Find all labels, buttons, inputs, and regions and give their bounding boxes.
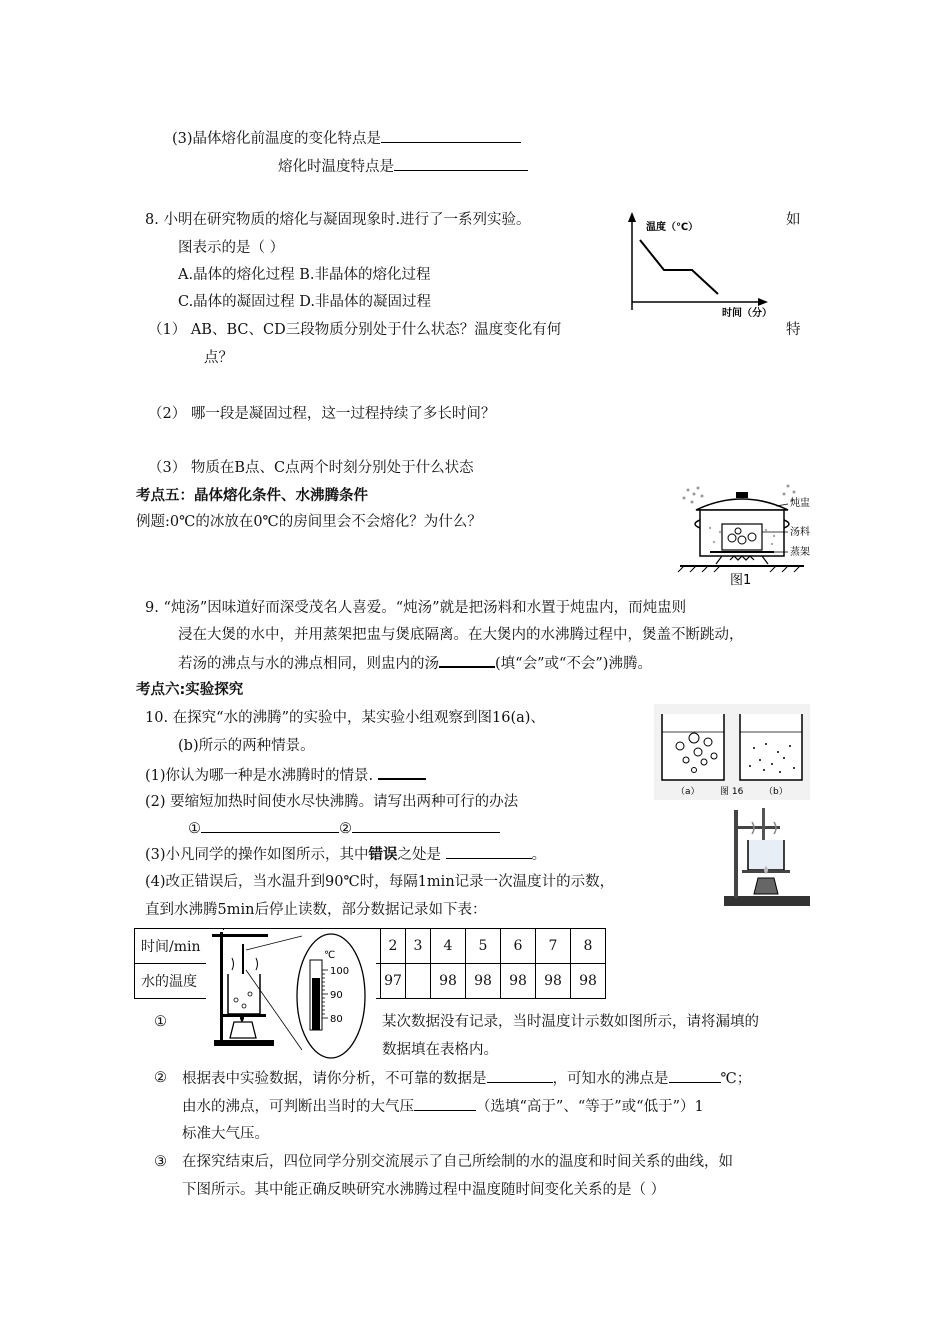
q8-te: 特 <box>786 322 801 338</box>
caption-b: （b） <box>764 787 788 797</box>
table-cell-time: 4 <box>431 929 466 964</box>
caption-fig16: 图 16 <box>720 787 744 797</box>
q10-line2: (b)所示的两种情景。 <box>178 738 315 754</box>
stew-pot-figure <box>676 480 826 590</box>
answer-blank[interactable] <box>381 128 521 143</box>
answer-blank[interactable] <box>439 652 495 668</box>
q8-options-ab: A.晶体的熔化过程 B.非晶体的熔化过程 <box>178 267 431 283</box>
a2-line3: 标准大气压。 <box>182 1126 269 1142</box>
answer-blank[interactable] <box>446 844 532 859</box>
q10-sub1: (1)你认为哪一种是水沸腾时的情景. <box>145 764 426 786</box>
q7-line3b: 熔化时温度特点是 <box>278 156 528 177</box>
table-head-time: 时间/min <box>135 929 224 964</box>
a2-line1: 根据表中实验数据，请你分析，不可靠的数据是 ，可知水的沸点是 ℃； <box>182 1068 751 1089</box>
q7-line3: (3)晶体熔化前温度的变化特点是 <box>172 128 521 149</box>
a3-line1: 在探究结束后，四位同学分别交流展示了自己所绘制的水的温度和时间关系的曲线，如 <box>182 1154 733 1170</box>
q10-sub2: (2) 要缩短加热时间使水尽快沸腾。请写出两种可行的办法 <box>145 794 519 810</box>
table-cell-temp: 97 <box>381 964 406 999</box>
table-head-temp: 水的温度 <box>135 964 224 999</box>
table-cell-time: 6 <box>501 929 536 964</box>
a2-line2: 由水的沸点，可判断出当时的大气压 （选填“高于”、“等于”或“低于”）1 <box>182 1096 704 1117</box>
graph-y-label: 温度（℃） <box>646 222 699 233</box>
label-soup: 汤料 <box>790 527 810 538</box>
q10-sub3: (3)小凡同学的操作如图所示，其中错误之处是 。 <box>145 844 546 865</box>
q8-sub2: （2） 哪一段是凝固过程，这一过程持续了多长时间？ <box>148 406 496 422</box>
q9-line3: 若汤的沸点与水的沸点相同，则盅内的汤 (填“会”或“不会”)沸腾。 <box>178 652 652 674</box>
table-cell-temp: 98 <box>571 964 606 999</box>
caption-a: （a） <box>676 787 700 797</box>
thermo-tick-100: 100 <box>330 966 350 977</box>
table-cell-temp: 98 <box>431 964 466 999</box>
q8-sub3: （3） 物质在B点、C点两个时刻分别处于什么状态 <box>148 460 474 476</box>
table-cell-time: 5 <box>466 929 501 964</box>
a3-number: ③ <box>154 1154 167 1170</box>
q8-options-cd: C.晶体的凝固过程 D.非晶体的凝固过程 <box>178 294 432 310</box>
thermo-unit: ℃ <box>324 950 336 961</box>
thermo-tick-90: 90 <box>330 990 343 1001</box>
thermo-tick-80: 80 <box>330 1014 343 1025</box>
table-cell-time: 2 <box>381 929 406 964</box>
q10-line1: 10. 在探究“水的沸腾”的实验中，某实验小组观察到图16(a)、 <box>145 710 545 726</box>
q10-sub4: (4)改正错误后，当水温升到90℃时，每隔1min记录一次温度计的示数， <box>145 874 615 890</box>
q8-stem2: 图表示的是（ ） <box>178 240 285 256</box>
table-cell-temp: 98 <box>536 964 571 999</box>
figure-16-beakers <box>654 704 810 800</box>
answer-blank[interactable] <box>414 1096 476 1111</box>
a1-text-b: 数据填在表格内。 <box>382 1042 498 1058</box>
boiling-apparatus-figure <box>718 804 814 910</box>
q8-stem: 8. 小明在研究物质的熔化与凝固现象时.进行了一系列实验。 <box>145 212 531 228</box>
a2-number: ② <box>154 1070 167 1086</box>
table-cell-temp: 98 <box>466 964 501 999</box>
table-cell-temp: 98 <box>501 964 536 999</box>
graph-x-label: 时间（分） <box>722 308 772 319</box>
table-cell-time: 7 <box>536 929 571 964</box>
figure-caption-1: 图1 <box>730 573 752 588</box>
answer-blank[interactable] <box>378 764 426 780</box>
table-cell-time: 3 <box>406 929 431 964</box>
q8-ru: 如 <box>786 212 801 228</box>
answer-blank[interactable] <box>201 818 339 833</box>
a1-number: ① <box>154 1014 167 1030</box>
k5-example: 例题:0℃的冰放在0℃的房间里会不会熔化？为什么？ <box>136 514 482 530</box>
q10-choices: ① ② <box>188 818 500 839</box>
q10-sub5: 直到水沸腾5min后停止读数，部分数据记录如下表： <box>145 902 487 918</box>
label-stew-cup: 炖盅 <box>790 498 810 509</box>
table-cell-time: 8 <box>571 929 606 964</box>
thermometer-reading-figure <box>206 930 376 1060</box>
section-title-k6: 考点六:实验探究 <box>136 682 244 698</box>
answer-blank[interactable] <box>352 818 500 833</box>
q8-sub1: （1） AB、BC、CD三段物质分别处于什么状态？温度变化有何 <box>148 322 562 338</box>
a3-line2: 下图所示。其中能正确反映研究水沸腾过程中温度随时间变化关系的是（ ） <box>182 1182 666 1198</box>
a1-text: 某次数据没有记录，当时温度计示数如图所示，请将漏填的 <box>382 1014 759 1030</box>
q9-line1: 9. “炖汤”因味道好而深受茂名人喜爱。“炖汤”就是把汤料和水置于炖盅内，而炖盅则 <box>145 600 687 616</box>
answer-blank[interactable] <box>394 156 528 171</box>
label-steam-rack: 蒸架 <box>790 547 810 558</box>
answer-blank[interactable] <box>487 1068 553 1083</box>
answer-blank[interactable] <box>669 1068 721 1083</box>
q8-sub1b: 点？ <box>204 350 233 366</box>
temperature-time-graph <box>622 210 772 320</box>
q9-line2: 浸在大煲的水中，并用蒸架把盅与煲底隔离。在大煲内的水沸腾过程中，煲盖不断跳动， <box>178 627 744 643</box>
section-title-k5: 考点五：晶体熔化条件、水沸腾条件 <box>136 488 368 504</box>
table-cell-temp-missing[interactable] <box>406 964 431 999</box>
